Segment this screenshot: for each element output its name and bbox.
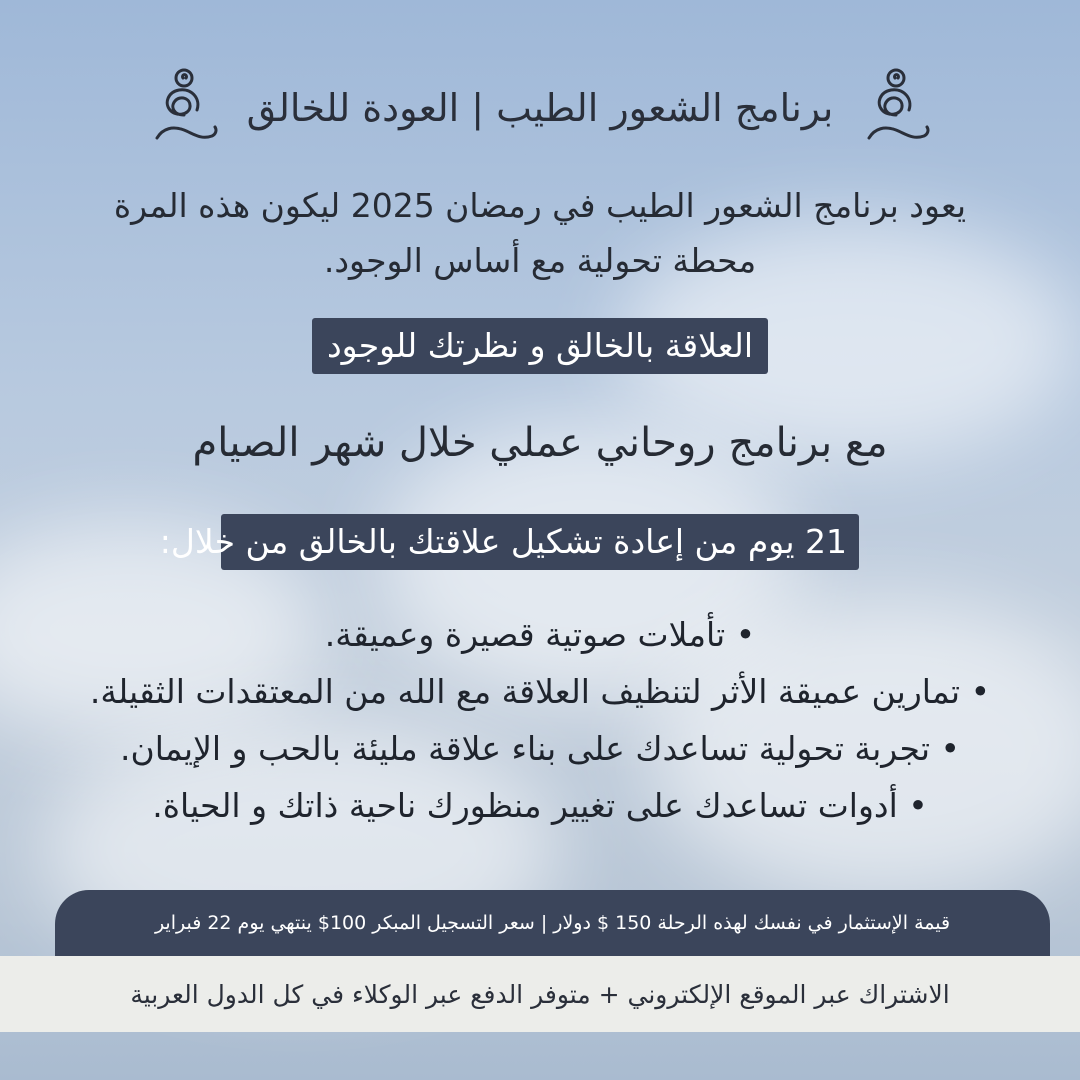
subscription-footer: [0, 956, 1080, 1032]
intro-line-1: يعود برنامج الشعور الطيب في رمضان 2025 ليكون هذه المرة: [113, 186, 967, 225]
list-item: • تأملات صوتية قصيرة وعميقة.: [60, 606, 1020, 663]
spiral-meditation-icon: [861, 63, 931, 153]
intro-line-2: محطة تحولية مع أساس الوجود.: [323, 241, 757, 280]
list-item: • تجربة تحولية تساعدك على بناء علاقة مليئة بالحب و الإيمان.: [60, 720, 1020, 777]
pricing-text: قيمة الإستثمار في نفسك لهذه الرحلة 150 $ دولار | سعر التسجيل المبكر 100$ ينتهي يوم 22 فبراير: [154, 912, 951, 934]
intro-paragraph: [60, 178, 1020, 288]
pricing-bar: [55, 890, 1050, 956]
highlight-21-days: 21 يوم من إعادة تشكيل علاقتك بالخالق من خلال:: [221, 514, 859, 570]
title-row: [0, 58, 1080, 158]
page-title: برنامج الشعور الطيب | العودة للخالق: [246, 86, 834, 130]
program-subtitle: مع برنامج روحاني عملي خلال شهر الصيام: [192, 420, 888, 466]
spiral-meditation-icon: [149, 63, 219, 153]
list-item: • تمارين عميقة الأثر لتنظيف العلاقة مع الله من المعتقدات الثقيلة.: [60, 663, 1020, 720]
highlight-relationship: العلاقة بالخالق و نظرتك للوجود: [312, 318, 768, 374]
features-list: [60, 606, 1020, 834]
list-item: • أدوات تساعدك على تغيير منظورك ناحية ذاتك و الحياة.: [60, 777, 1020, 834]
footer-text: الاشتراك عبر الموقع الإلكتروني + متوفر الدفع عبر الوكلاء في كل الدول العربية: [130, 979, 950, 1009]
